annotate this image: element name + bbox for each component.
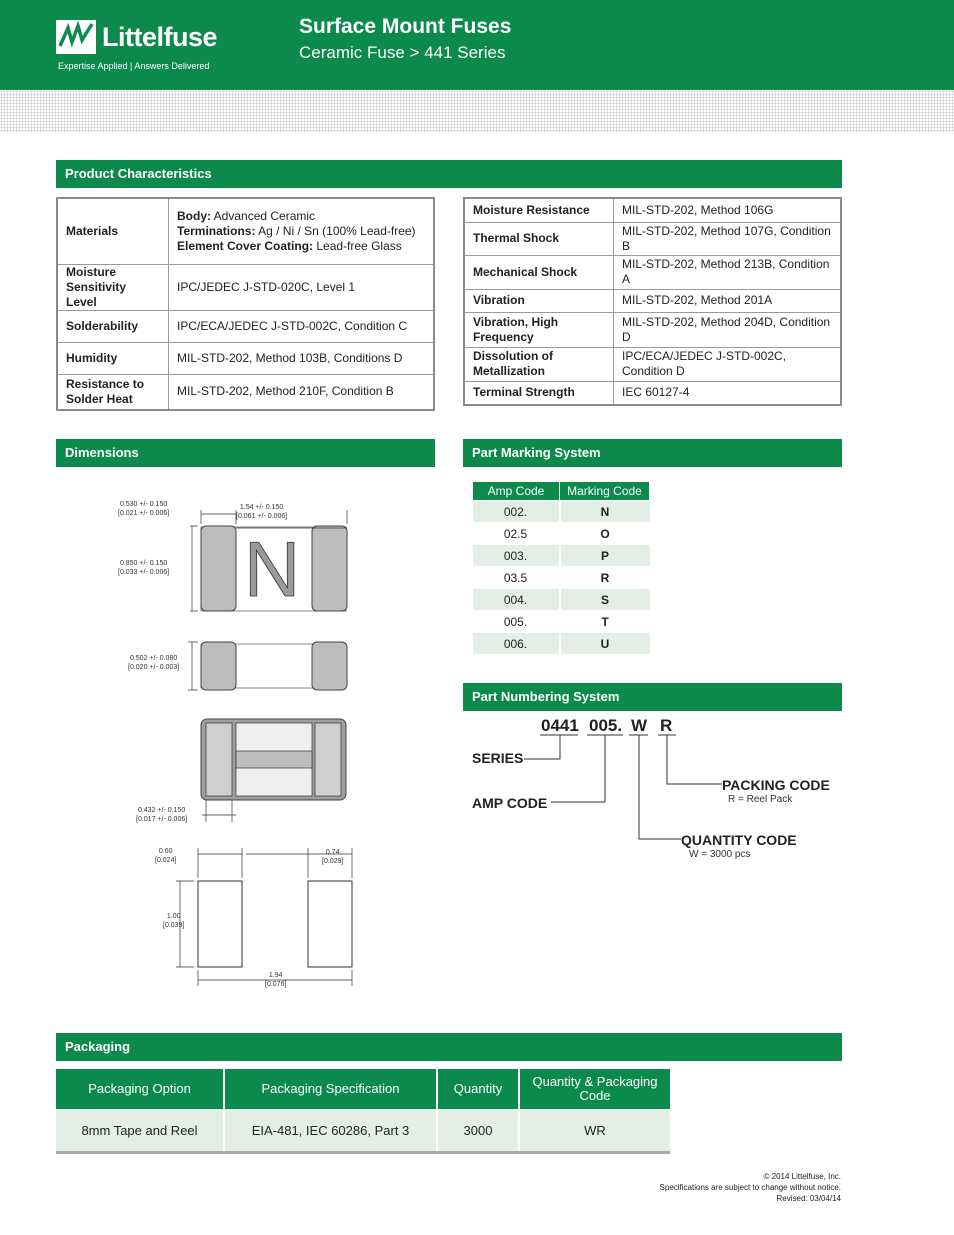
row-value: MIL-STD-202, Method 201A xyxy=(614,289,842,312)
series-label: SERIES xyxy=(472,750,524,766)
brand-name: Littelfuse xyxy=(102,22,218,52)
table-row xyxy=(464,222,841,255)
packing-code-label: PACKING CODE xyxy=(722,777,830,793)
row-label: Thermal Shock xyxy=(464,222,614,255)
section-title-packaging: Packaging xyxy=(56,1033,842,1061)
dim-label: 1.94 [0.076] xyxy=(265,972,287,988)
marking-code: U xyxy=(560,633,650,655)
row-value: IEC 60127-4 xyxy=(614,381,842,405)
table-row xyxy=(464,347,841,381)
marking-code: P xyxy=(560,545,650,567)
packaging-code: WR xyxy=(519,1109,670,1153)
characteristics-table-right xyxy=(463,197,842,406)
section-title-part-marking: Part Marking System xyxy=(463,439,842,467)
packaging-quantity: 3000 xyxy=(437,1109,519,1153)
row-value: MIL-STD-202, Method 107G, Condition B xyxy=(614,222,842,255)
table-row xyxy=(57,342,434,374)
row-label: Vibration xyxy=(464,289,614,312)
table-row xyxy=(57,264,434,310)
row-label: Terminal Strength xyxy=(464,381,614,405)
tagline: Expertise Applied | Answers Delivered xyxy=(58,61,210,71)
quantity-code-label: QUANTITY CODE xyxy=(681,832,797,848)
table-row xyxy=(57,374,434,410)
dim-label: 0.530 +/- 0.150 [0.021 +/- 0.006] xyxy=(118,501,170,517)
table-row xyxy=(464,255,841,289)
row-label: Dissolution of Metallization xyxy=(464,347,614,381)
table-row xyxy=(473,633,650,655)
section-title-dimensions: Dimensions xyxy=(56,439,435,467)
column-header: Packaging Specification xyxy=(224,1069,437,1109)
row-label: Moisture Sensitivity Level xyxy=(57,264,169,310)
amp-code: 02.5 xyxy=(473,523,560,545)
row-label: Vibration, High Frequency xyxy=(464,312,614,347)
materials-line: Element Cover Coating: Lead-free Glass xyxy=(177,238,402,253)
dimensions-drawing xyxy=(56,470,435,1000)
row-label: Humidity xyxy=(57,342,169,374)
dim-label: 0.74 [0.029] xyxy=(322,849,344,865)
table-row xyxy=(473,523,650,545)
revised-date: Revised: 03/04/14 xyxy=(776,1194,841,1203)
dot-pattern-band xyxy=(0,90,954,132)
packaging-spec: EIA-481, IEC 60286, Part 3 xyxy=(224,1109,437,1153)
amp-code: 002. xyxy=(473,501,560,523)
column-header: Packaging Option xyxy=(56,1069,224,1109)
table-row xyxy=(57,310,434,342)
column-header: Quantity xyxy=(437,1069,519,1109)
marking-table xyxy=(472,481,650,655)
header-banner xyxy=(0,0,954,90)
row-label: Mechanical Shock xyxy=(464,255,614,289)
dim-label: 0.432 +/- 0.150 [0.017 +/- 0.006] xyxy=(136,807,188,823)
copyright: © 2014 Littelfuse, Inc. xyxy=(763,1172,841,1181)
row-label: Materials xyxy=(57,198,169,264)
notice: Specifications are subject to change without notice. xyxy=(659,1183,841,1192)
row-value: MIL-STD-202, Method 103B, Conditions D xyxy=(169,342,435,374)
section-title-product-characteristics: Product Characteristics xyxy=(56,160,842,188)
row-value: IPC/ECA/JEDEC J-STD-002C, Condition D xyxy=(614,347,842,381)
page-subtitle: Ceramic Fuse > 441 Series xyxy=(299,43,506,62)
materials-line: Body: Advanced Ceramic xyxy=(177,208,316,223)
column-header: Amp Code xyxy=(473,482,560,501)
packing-code-note: R = Reel Pack xyxy=(728,794,793,805)
section-title-part-numbering: Part Numbering System xyxy=(463,683,842,711)
page-title: Surface Mount Fuses xyxy=(299,15,512,38)
characteristics-table-left xyxy=(56,197,435,411)
part-number-series: 0441 xyxy=(541,716,579,735)
table-row xyxy=(473,589,650,611)
row-label: Moisture Resistance xyxy=(464,198,614,222)
row-value: MIL-STD-202, Method 210F, Condition B xyxy=(169,374,435,410)
materials-line: Terminations: Ag / Ni / Sn (100% Lead-free) xyxy=(177,223,416,238)
amp-code-label: AMP CODE xyxy=(472,795,548,811)
amp-code: 004. xyxy=(473,589,560,611)
row-value: MIL-STD-202, Method 213B, Condition A xyxy=(614,255,842,289)
row-value: IPC/ECA/JEDEC J-STD-002C, Condition C xyxy=(169,310,435,342)
marking-code: N xyxy=(560,501,650,523)
table-row xyxy=(473,545,650,567)
table-row xyxy=(464,312,841,347)
packaging-option: 8mm Tape and Reel xyxy=(56,1109,224,1153)
column-header: Quantity & Packaging Code xyxy=(519,1069,670,1109)
part-number-amp: 005. xyxy=(589,716,623,735)
footer xyxy=(660,1171,841,1204)
part-number-quantity: W xyxy=(631,716,648,735)
marking-letter: N xyxy=(243,525,301,613)
littelfuse-logo-icon xyxy=(56,20,96,54)
table-row xyxy=(473,567,650,589)
dim-label: 0.502 +/- 0.080 [0.020 +/- 0.003] xyxy=(128,655,180,671)
table-row xyxy=(473,501,650,523)
amp-code: 03.5 xyxy=(473,567,560,589)
column-header: Marking Code xyxy=(560,482,650,501)
table-row xyxy=(464,381,841,405)
packaging-table xyxy=(56,1069,670,1154)
row-label: Solderability xyxy=(57,310,169,342)
marking-code: S xyxy=(560,589,650,611)
part-number-packing: R xyxy=(660,716,673,735)
table-row xyxy=(464,289,841,312)
table-row xyxy=(57,198,434,264)
row-value xyxy=(169,198,435,264)
marking-code: T xyxy=(560,611,650,633)
dim-label: 0.60 [0.024] xyxy=(155,848,177,864)
dim-label: 1.00 [0.039] xyxy=(163,913,185,929)
row-label: Resistance to Solder Heat xyxy=(57,374,169,410)
table-row xyxy=(56,1109,670,1153)
row-value: MIL-STD-202, Method 106G xyxy=(614,198,842,222)
row-value: MIL-STD-202, Method 204D, Condition D xyxy=(614,312,842,347)
row-value: IPC/JEDEC J-STD-020C, Level 1 xyxy=(169,264,435,310)
dim-label: 0.850 +/- 0.150 [0.033 +/- 0.006] xyxy=(118,560,170,576)
marking-code: R xyxy=(560,567,650,589)
amp-code: 006. xyxy=(473,633,560,655)
dim-label: 1.54 +/- 0.150 [0.061 +/- 0.006] xyxy=(236,504,288,520)
amp-code: 005. xyxy=(473,611,560,633)
quantity-code-note: W = 3000 pcs xyxy=(689,849,751,860)
table-row xyxy=(473,611,650,633)
amp-code: 003. xyxy=(473,545,560,567)
table-row xyxy=(464,198,841,222)
marking-code: O xyxy=(560,523,650,545)
